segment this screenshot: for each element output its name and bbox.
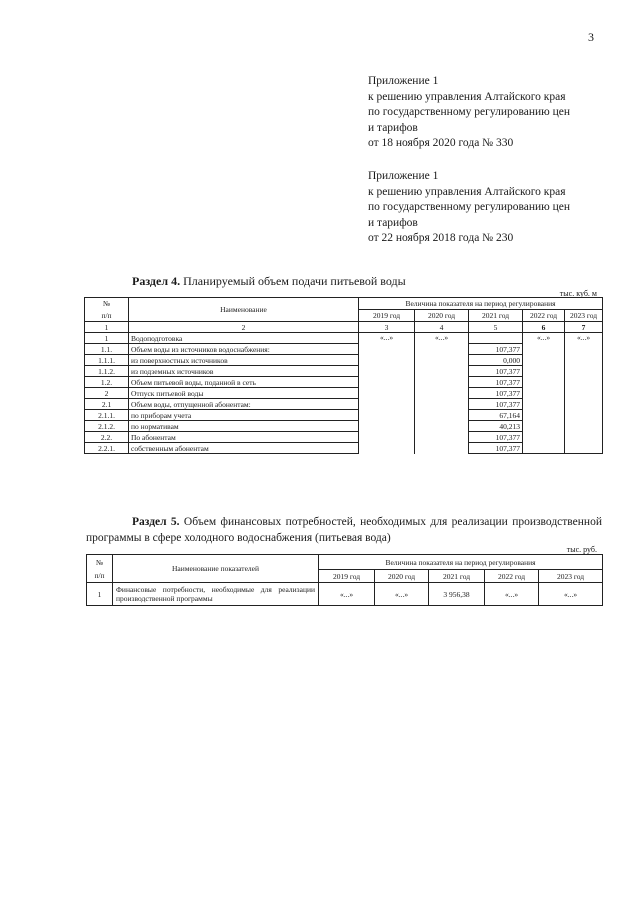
page-number: 3 bbox=[588, 30, 594, 44]
appendix-line: от 18 ноября 2020 года № 330 bbox=[368, 137, 514, 149]
header-period: Величина показателя на период регулирования bbox=[319, 555, 603, 570]
row-num: 2.1 bbox=[85, 399, 129, 410]
column-number: 5 bbox=[469, 322, 523, 333]
section5-title bbox=[86, 514, 602, 546]
column-number: 6 bbox=[523, 322, 565, 333]
value-2022: «...» bbox=[485, 583, 539, 606]
value-2020: «...» bbox=[415, 333, 469, 454]
header-year: 2021 год bbox=[469, 310, 523, 322]
section5-table bbox=[86, 554, 603, 606]
row-name: Объем питьевой воды, поданной в сеть bbox=[129, 377, 359, 388]
appendix-heading-current bbox=[368, 74, 570, 152]
section4-title bbox=[132, 274, 406, 289]
appendix-line: и тарифов bbox=[368, 216, 418, 229]
header-year: 2022 год bbox=[523, 310, 565, 322]
column-number: 1 bbox=[85, 322, 129, 333]
header-year: 2020 год bbox=[375, 570, 429, 583]
row-name: из подземных источников bbox=[129, 366, 359, 377]
appendix-line: по государственному регулированию цен bbox=[368, 106, 571, 118]
header-year: 2021 год bbox=[429, 570, 485, 583]
row-num: 1.2. bbox=[85, 377, 129, 388]
appendix-line: и тарифов bbox=[368, 121, 418, 134]
value-2020: «...» bbox=[375, 583, 429, 606]
column-number: 7 bbox=[565, 322, 603, 333]
row-name: по приборам учета bbox=[129, 410, 359, 421]
value-2021: 40,213 bbox=[469, 421, 523, 432]
appendix-line: от 22 ноября 2018 года № 230 bbox=[368, 232, 514, 244]
section5-title-text: Объем финансовых потребностей, необходимых для реализации производственной программы в сфере холодного водоснабжения (питьевая вода) bbox=[86, 516, 602, 544]
row-name: Водоподготовка bbox=[129, 333, 359, 344]
header-year: 2019 год bbox=[319, 570, 375, 583]
row-num: 2.1.2. bbox=[85, 421, 129, 432]
value-2021: 107,377 bbox=[469, 344, 523, 355]
value-2021: 107,377 bbox=[469, 399, 523, 410]
header-num2: п/п bbox=[87, 570, 113, 583]
value-2021 bbox=[469, 333, 523, 344]
row-num: 2 bbox=[85, 388, 129, 399]
value-2021: 107,377 bbox=[469, 366, 523, 377]
header-num2: п/п bbox=[85, 310, 129, 322]
row-name: собственным абонентам bbox=[129, 443, 359, 454]
column-number: 2 bbox=[129, 322, 359, 333]
header-year: 2019 год bbox=[359, 310, 415, 322]
appendix-heading-original bbox=[368, 169, 570, 247]
row-name: Финансовые потребности, необходимые для реализации производственной программы bbox=[113, 583, 319, 606]
header-name: Наименование bbox=[129, 298, 359, 322]
row-num: 1 bbox=[85, 333, 129, 344]
header-num: № bbox=[87, 555, 113, 570]
value-2021: 0,000 bbox=[469, 355, 523, 366]
value-2019: «...» bbox=[359, 333, 415, 454]
table-row bbox=[85, 333, 603, 344]
header-year: 2022 год bbox=[485, 570, 539, 583]
header-year: 2023 год bbox=[539, 570, 603, 583]
row-name: Объем воды из источников водоснабжения: bbox=[129, 344, 359, 355]
value-2023: «...» bbox=[565, 333, 603, 454]
row-num: 1.1.1. bbox=[85, 355, 129, 366]
section4-title-number: Раздел 4. bbox=[132, 274, 181, 288]
header-year: 2020 год bbox=[415, 310, 469, 322]
row-num: 1 bbox=[87, 583, 113, 606]
column-number: 3 bbox=[359, 322, 415, 333]
section4-units: тыс. куб. м bbox=[559, 289, 597, 298]
row-name: Объем воды, отпущенной абонентам: bbox=[129, 399, 359, 410]
section5-units: тыс. руб. bbox=[566, 545, 597, 554]
table-row bbox=[87, 583, 603, 606]
header-period: Величина показателя на период регулирования bbox=[359, 298, 603, 310]
row-name: Отпуск питьевой воды bbox=[129, 388, 359, 399]
column-number: 4 bbox=[415, 322, 469, 333]
value-2021: 107,377 bbox=[469, 388, 523, 399]
appendix-line: к решению управления Алтайского края bbox=[368, 185, 566, 198]
value-2021: 3 956,38 bbox=[429, 583, 485, 606]
value-2021: 67,164 bbox=[469, 410, 523, 421]
value-2021: 107,377 bbox=[469, 443, 523, 454]
row-name: По абонентам bbox=[129, 432, 359, 443]
appendix-line: Приложение 1 bbox=[368, 170, 439, 182]
section4-title-text: Планируемый объем подачи питьевой воды bbox=[180, 274, 406, 288]
appendix-line: по государственному регулированию цен bbox=[368, 201, 571, 213]
header-year: 2023 год bbox=[565, 310, 603, 322]
row-name: по нормативам bbox=[129, 421, 359, 432]
header-name: Наименование показателей bbox=[113, 555, 319, 583]
section4-table bbox=[84, 297, 603, 454]
row-num: 2.1.1. bbox=[85, 410, 129, 421]
row-num: 1.1.2. bbox=[85, 366, 129, 377]
row-num: 1.1. bbox=[85, 344, 129, 355]
header-num: № bbox=[85, 298, 129, 310]
value-2021: 107,377 bbox=[469, 432, 523, 443]
row-name: из поверхностных источников bbox=[129, 355, 359, 366]
section5-title-number: Раздел 5. bbox=[132, 516, 180, 528]
value-2023: «...» bbox=[539, 583, 603, 606]
appendix-line: к решению управления Алтайского края bbox=[368, 90, 566, 103]
value-2019: «...» bbox=[319, 583, 375, 606]
row-num: 2.2. bbox=[85, 432, 129, 443]
row-num: 2.2.1. bbox=[85, 443, 129, 454]
value-2021: 107,377 bbox=[469, 377, 523, 388]
value-2022: «...» bbox=[523, 333, 565, 454]
column-number-row bbox=[85, 322, 603, 333]
appendix-line: Приложение 1 bbox=[368, 75, 439, 87]
